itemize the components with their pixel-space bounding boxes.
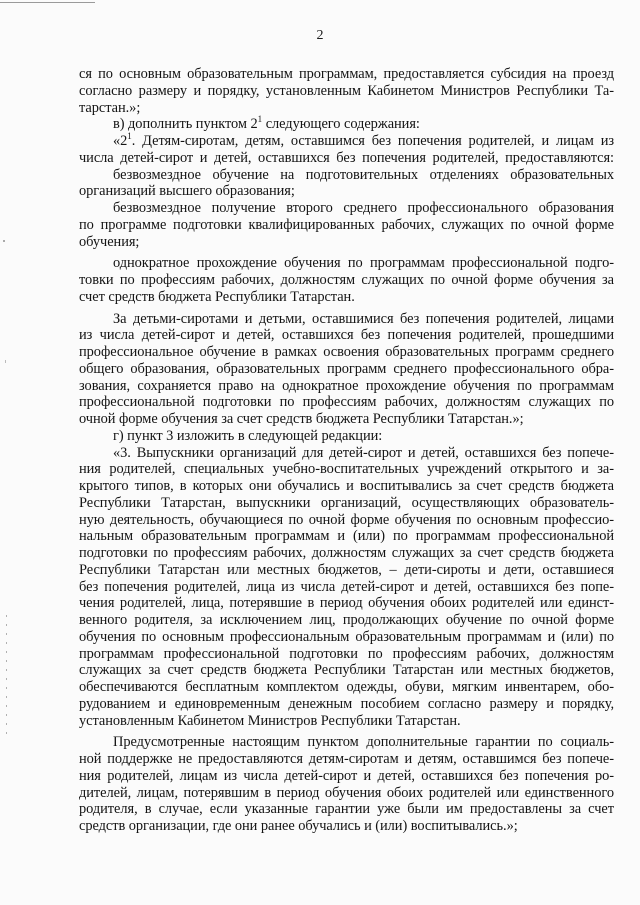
text-line: безвозмездное получение второго среднего профессионального образования xyxy=(113,200,614,216)
text-line: рудованием и единовременным денежным пособием согласно размеру и порядку, xyxy=(79,695,614,712)
text-line: подготовки по профессиям рабочих, должностям служащих за счет средств бюджета xyxy=(79,545,614,561)
text-line: без попечения родителей, лица из числа детей-сирот и детей, оставшихся без попе- xyxy=(79,578,614,595)
superscript: 1 xyxy=(257,114,263,125)
text-line: безвозмездное обучение на подготовительных отделениях образовательных xyxy=(113,166,614,183)
text-line: обучения; xyxy=(79,233,140,250)
text-line: служащих за счет средств бюджета Республики Татарстан или местных бюджетов, xyxy=(79,662,614,679)
text-line: тарстан.»; xyxy=(79,99,141,116)
text-line xyxy=(79,116,614,133)
text-line: счет средств бюджета Республики Татарстан. xyxy=(79,288,355,305)
text-line: программам профессиональной подготовки по профессиям рабочих, должностям xyxy=(79,645,614,662)
document-text xyxy=(79,66,614,835)
text-line: чения родителей, лица, потерявшие в период обучения обоих родителей или единст- xyxy=(79,595,614,612)
scan-artifact-dots xyxy=(6,615,7,735)
text-line: однократное прохождение обучения по программам профессиональной подго- xyxy=(113,255,614,272)
text-line: нальным образовательным программам и (или) по программам профессиональной xyxy=(79,528,614,545)
text-line: обучения по основным профессиональным образовательным программам и (или) по xyxy=(79,628,614,645)
text-line: дителей, лицам, потерявшим в период обучения обоих родителей или единственного xyxy=(79,784,614,801)
text-line: венного родителя, за исключением лиц, продолжающих обучение по очной форме xyxy=(79,612,614,628)
scan-artifact-speck xyxy=(5,360,6,363)
scan-artifact-speck xyxy=(3,240,5,242)
text-line: очной форме обучения за счет средств бюджета Республики Татарстан.»; xyxy=(79,411,524,427)
text-line: обеспечиваются бесплатным комплектом одежды, обуви, мягким инвентарем, обо- xyxy=(79,679,614,695)
text-line: организаций высшего образования; xyxy=(79,183,295,200)
superscript: 1 xyxy=(127,131,132,141)
text-fragment: . Детям-сиротам, детям, оставшимся без попечения родителей, и лицам из xyxy=(131,133,614,149)
text-line: средств организации, где они ранее обучались и (или) воспитывались.»; xyxy=(79,818,518,834)
text-line: товки по профессиям рабочих, должностям служащих по очной форме обучения за xyxy=(79,272,614,288)
text-line: родителя, в случае, если указанные гарантии уже были им предоставлены за счет xyxy=(79,801,614,818)
text-line: профессиональное обучение в рамках освоения образовательных программ среднего xyxy=(79,344,614,360)
text-line: Предусмотренные настоящим пунктом дополнительные гарантии по социаль- xyxy=(113,734,614,751)
text-line: числа детей-сирот и детей, оставшихся без попечения родителей, предоставляются: xyxy=(79,149,614,166)
text-line: ния родителей, специальных учебно-воспитательных учреждений открытого и за- xyxy=(79,461,614,478)
text-fragment: в) дополнить пунктом 2 xyxy=(113,116,258,133)
text-line: За детьми-сиротами и детьми, оставшимися без попечения родителей, лицами xyxy=(113,310,614,327)
text-line: из числа детей-сирот и детей, оставшихся без попечения родителей, прошедшими xyxy=(79,327,614,344)
text-fragment: «2 xyxy=(113,133,128,149)
text-line: ся по основным образовательным программам, предоставляется субсидия на проезд xyxy=(79,66,614,82)
page-number: 2 xyxy=(316,28,324,43)
text-fragment: следующего содержания: xyxy=(265,116,420,133)
text-line: ной поддержке не предоставляются детям-сиротам и детям, оставшимся без попече- xyxy=(79,751,614,767)
text-line: профессиональной подготовки по профессиям рабочих, должностям служащих по xyxy=(79,394,614,411)
scan-artifact-line xyxy=(0,2,95,3)
text-line: г) пункт 3 изложить в следующей редакции: xyxy=(113,427,383,444)
text-line: ния родителей, лицам из числа детей-сирот и детей, оставшихся без попечения ро- xyxy=(79,767,614,784)
text-line: крытого типов, в которых они обучались и воспитывались за счет средств бюджета xyxy=(79,478,614,494)
text-line: ную деятельность, обучающиеся по очной форме обучения по основным профессио- xyxy=(79,511,614,528)
text-line: «3. Выпускники организаций для детей-сирот и детей, оставшихся без попече- xyxy=(113,444,614,461)
text-line: зования, сохраняется право на однократное прохождение обучения по программам xyxy=(79,377,614,394)
text-line: общего образования, образовательных программ среднего профессионального обра- xyxy=(79,360,614,377)
text-line: согласно размеру и порядку, установленным Кабинетом Министров Республики Та- xyxy=(79,82,614,99)
text-line xyxy=(79,133,614,150)
text-line: Республики Татарстан или местных бюджетов, – дети-сироты и дети, оставшиеся xyxy=(79,561,614,578)
text-line: по программе подготовки квалифицированных рабочих, служащих по очной форме xyxy=(79,216,614,233)
text-fragment xyxy=(113,133,614,149)
text-line: установленным Кабинетом Министров Республики Татарстан. xyxy=(79,712,461,729)
text-line: Республики Татарстан, выпускники организаций, осуществляющих образователь- xyxy=(79,494,614,511)
